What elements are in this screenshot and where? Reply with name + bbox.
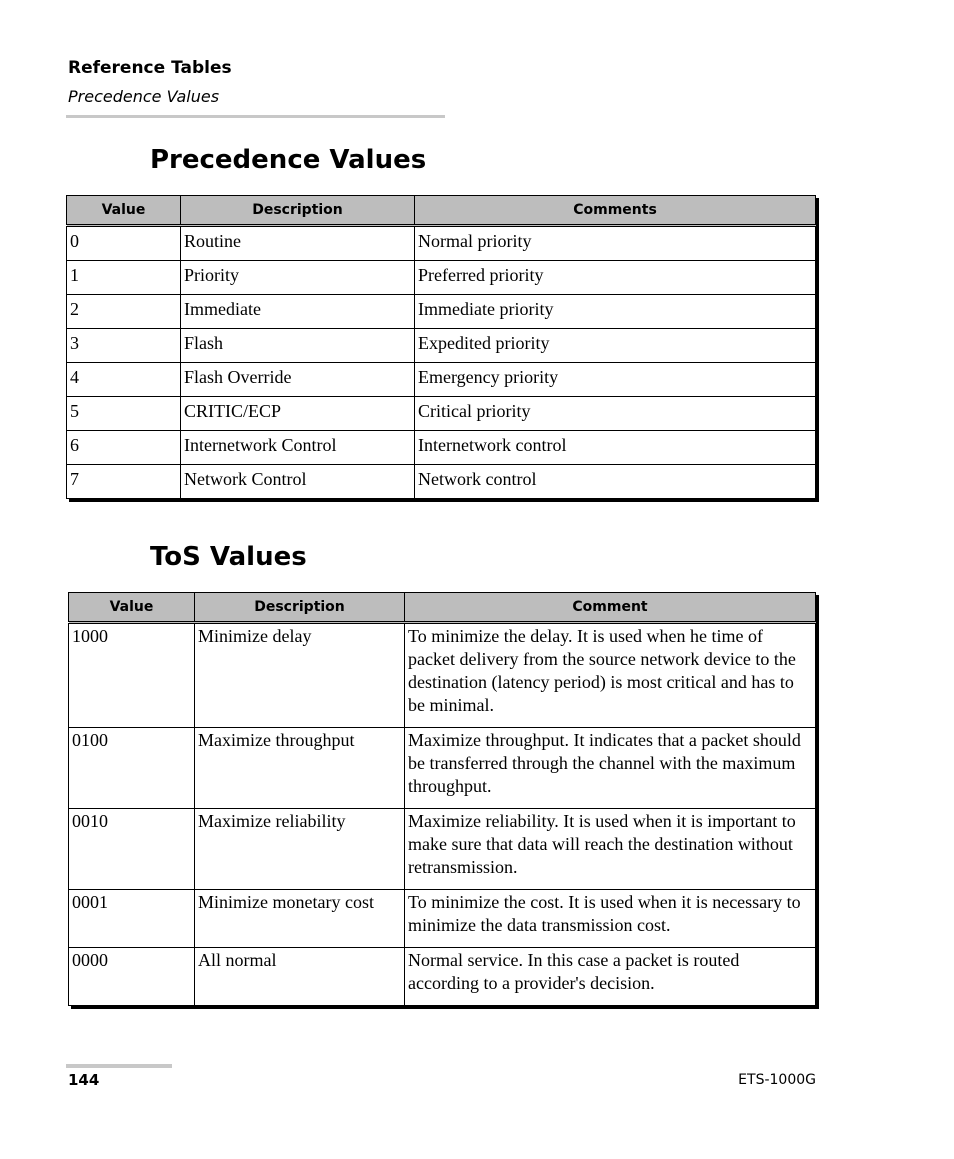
table-row bbox=[67, 226, 816, 261]
cell-description: Maximize reliability bbox=[195, 809, 405, 890]
cell-comment: Maximize reliability. It is used when it is important to make sure that data will reach the destination without retransmission. bbox=[405, 809, 816, 890]
cell-comment: Maximize throughput. It indicates that a packet should be transferred through the channel with the maximum throughput. bbox=[405, 728, 816, 809]
cell-comment: Normal service. In this case a packet is routed according to a provider's decision. bbox=[405, 948, 816, 1006]
running-header-title: Reference Tables bbox=[68, 58, 232, 78]
table-row bbox=[67, 397, 816, 431]
precedence-header-row bbox=[67, 196, 816, 226]
cell-description: Routine bbox=[181, 226, 415, 261]
cell-value: 6 bbox=[67, 431, 181, 465]
cell-comment: To minimize the cost. It is used when it is necessary to minimize the data transmission cost. bbox=[405, 890, 816, 948]
cell-value: 0 bbox=[67, 226, 181, 261]
col-header-comment: Comment bbox=[405, 593, 816, 623]
cell-description: Network Control bbox=[181, 465, 415, 499]
document-name: ETS-1000G bbox=[738, 1072, 816, 1088]
cell-comment: Critical priority bbox=[415, 397, 816, 431]
table-row bbox=[69, 728, 816, 809]
cell-value: 0001 bbox=[69, 890, 195, 948]
cell-description: Immediate bbox=[181, 295, 415, 329]
cell-value: 7 bbox=[67, 465, 181, 499]
table-row bbox=[67, 261, 816, 295]
cell-comment: Emergency priority bbox=[415, 363, 816, 397]
col-header-description: Description bbox=[181, 196, 415, 226]
precedence-table bbox=[66, 195, 816, 499]
footer-rule bbox=[66, 1064, 172, 1068]
cell-description: Priority bbox=[181, 261, 415, 295]
cell-value: 1000 bbox=[69, 623, 195, 728]
cell-description: Internetwork Control bbox=[181, 431, 415, 465]
cell-value: 4 bbox=[67, 363, 181, 397]
table-row bbox=[67, 465, 816, 499]
table-row bbox=[67, 431, 816, 465]
cell-value: 0000 bbox=[69, 948, 195, 1006]
cell-comment: Preferred priority bbox=[415, 261, 816, 295]
cell-comment: To minimize the delay. It is used when he time of packet delivery from the source network device to the destination (latency period) is most critical and has to be minimal. bbox=[405, 623, 816, 728]
col-header-value: Value bbox=[69, 593, 195, 623]
cell-description: Flash Override bbox=[181, 363, 415, 397]
cell-description: CRITIC/ECP bbox=[181, 397, 415, 431]
cell-description: Minimize monetary cost bbox=[195, 890, 405, 948]
tos-header-row bbox=[69, 593, 816, 623]
table-row bbox=[67, 329, 816, 363]
cell-value: 1 bbox=[67, 261, 181, 295]
cell-description: Flash bbox=[181, 329, 415, 363]
tos-heading: ToS Values bbox=[150, 542, 307, 572]
header-rule bbox=[66, 115, 445, 118]
cell-comment: Immediate priority bbox=[415, 295, 816, 329]
table-row bbox=[69, 890, 816, 948]
table-row bbox=[69, 948, 816, 1006]
precedence-heading: Precedence Values bbox=[150, 145, 427, 175]
running-header-subtitle: Precedence Values bbox=[68, 87, 220, 106]
cell-value: 5 bbox=[67, 397, 181, 431]
table-row bbox=[69, 623, 816, 728]
cell-description: Minimize delay bbox=[195, 623, 405, 728]
table-row bbox=[67, 295, 816, 329]
col-header-description: Description bbox=[195, 593, 405, 623]
table-row bbox=[69, 809, 816, 890]
cell-comment: Normal priority bbox=[415, 226, 816, 261]
cell-comment: Expedited priority bbox=[415, 329, 816, 363]
cell-value: 0010 bbox=[69, 809, 195, 890]
cell-comment: Internetwork control bbox=[415, 431, 816, 465]
cell-value: 3 bbox=[67, 329, 181, 363]
col-header-value: Value bbox=[67, 196, 181, 226]
col-header-comments: Comments bbox=[415, 196, 816, 226]
cell-comment: Network control bbox=[415, 465, 816, 499]
table-row bbox=[67, 363, 816, 397]
cell-description: Maximize throughput bbox=[195, 728, 405, 809]
cell-description: All normal bbox=[195, 948, 405, 1006]
cell-value: 0100 bbox=[69, 728, 195, 809]
page-number: 144 bbox=[68, 1071, 100, 1089]
tos-table bbox=[68, 592, 816, 1006]
cell-value: 2 bbox=[67, 295, 181, 329]
